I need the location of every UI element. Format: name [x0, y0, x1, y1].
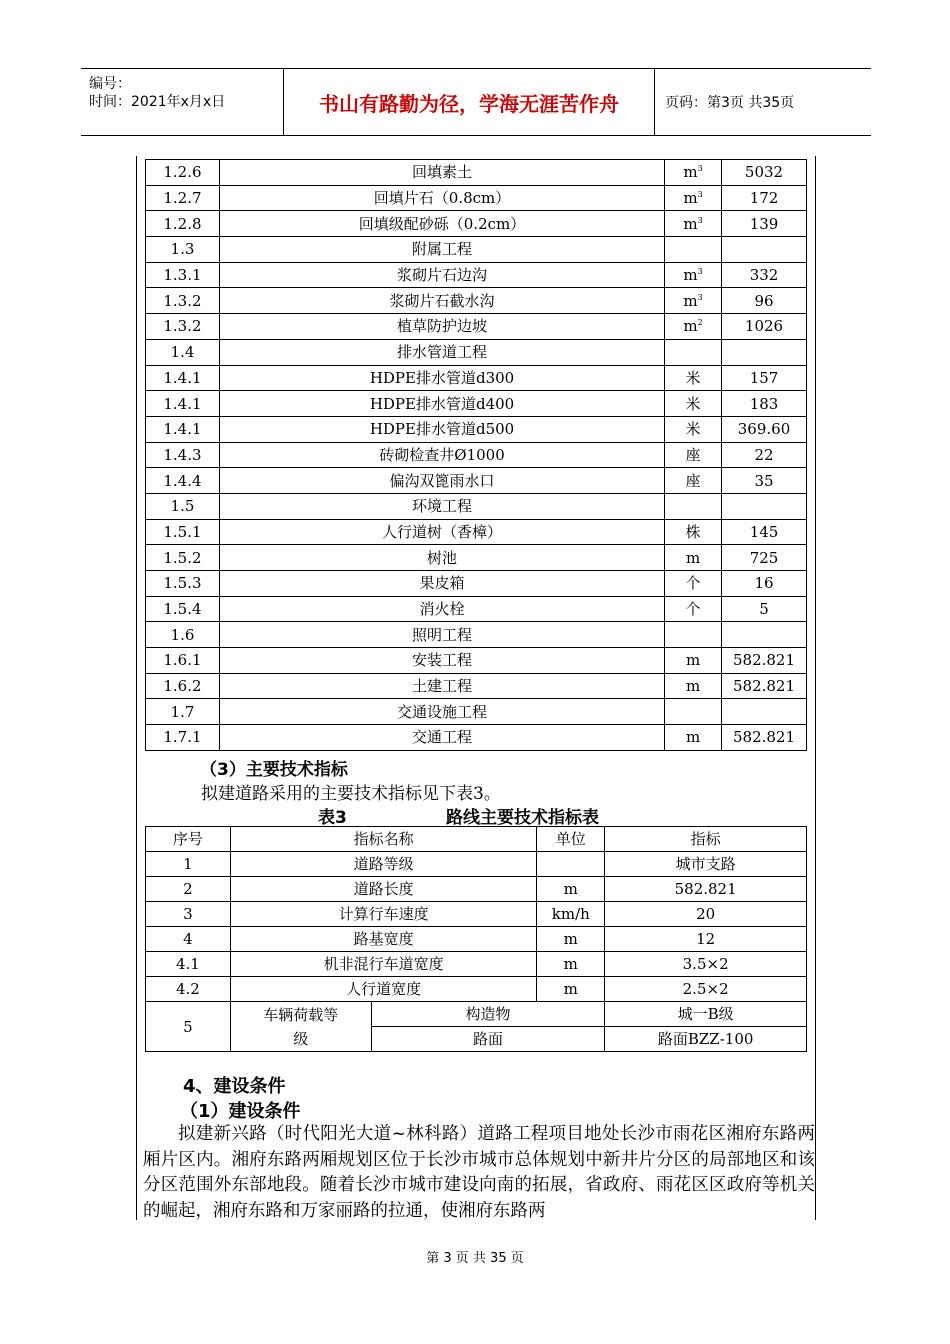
section3-heading: （3）主要技术指标 — [200, 760, 348, 780]
row-unit — [665, 442, 722, 468]
row-unit — [665, 571, 722, 597]
unit-text: m — [685, 677, 701, 696]
tech-unit: m — [537, 877, 605, 902]
load-sub1-value: 城一B级 — [605, 1002, 807, 1027]
row-unit — [665, 648, 722, 674]
quantity-row — [146, 519, 807, 545]
tech-table-row-load-1 — [146, 1002, 807, 1027]
row-qty: 183 — [722, 391, 807, 417]
row-name: 消火栓 — [219, 596, 664, 622]
row-unit — [665, 185, 722, 211]
row-unit — [665, 314, 722, 340]
tech-no: 1 — [146, 852, 231, 877]
row-unit — [665, 493, 722, 519]
row-unit — [665, 365, 722, 391]
row-unit — [665, 416, 722, 442]
row-no: 1.5.2 — [146, 545, 220, 571]
row-name: 浆砌片石截水沟 — [219, 288, 664, 314]
row-qty: 582.821 — [722, 725, 807, 751]
tech-value: 20 — [605, 902, 807, 927]
quantity-row — [146, 493, 807, 519]
load-no: 5 — [146, 1002, 231, 1052]
quantity-row — [146, 622, 807, 648]
tech-name: 人行道宽度 — [230, 977, 536, 1002]
tech-name: 机非混行车道宽度 — [230, 952, 536, 977]
tech-value: 12 — [605, 927, 807, 952]
row-unit — [665, 262, 722, 288]
section4-subheading: （1）建设条件 — [180, 1101, 301, 1122]
tech-no: 2 — [146, 877, 231, 902]
row-unit — [665, 519, 722, 545]
quantity-row — [146, 314, 807, 340]
row-no: 1.5.3 — [146, 571, 220, 597]
row-no: 1.3 — [146, 237, 220, 263]
tech-unit: m — [537, 952, 605, 977]
row-qty: 16 — [722, 571, 807, 597]
tech-table-row — [146, 927, 807, 952]
tech-value: 3.5×2 — [605, 952, 807, 977]
section4-heading: 4、建设条件 — [183, 1076, 286, 1097]
row-name: HDPE排水管道d300 — [219, 365, 664, 391]
row-qty: 157 — [722, 365, 807, 391]
row-name: HDPE排水管道d400 — [219, 391, 664, 417]
load-sub2-value: 路面BZZ-100 — [605, 1027, 807, 1052]
unit-superscript: 2 — [697, 318, 703, 328]
unit-superscript: 3 — [697, 267, 703, 277]
header-unit: 单位 — [537, 827, 605, 852]
row-no: 1.6.1 — [146, 648, 220, 674]
row-qty: 22 — [722, 442, 807, 468]
unit-superscript: 3 — [697, 190, 703, 200]
row-unit — [665, 545, 722, 571]
tech-no: 4.2 — [146, 977, 231, 1002]
unit-text: m — [685, 728, 701, 747]
row-no: 1.2.8 — [146, 211, 220, 237]
row-no: 1.7.1 — [146, 725, 220, 751]
tech-no: 4 — [146, 927, 231, 952]
row-name: 植草防护边坡 — [219, 314, 664, 340]
tech-unit: m — [537, 927, 605, 952]
section4-paragraph: 拟建新兴路（时代阳光大道~林科路）道路工程项目地处长沙市雨花区湘府东路两厢片区内。湘府东路两厢规划区位于长沙市城市总体规划中新井片分区的局部地区和该分区范围外东部地段。随着长沙市城市建设向南的拓展，省政府、雨花区区政府等机关的崛起，湘府东路和万家丽路的拉通，使湘府东路两 — [143, 1124, 815, 1221]
row-no: 1.4.1 — [146, 391, 220, 417]
tech-unit — [537, 852, 605, 877]
row-name: 浆砌片石边沟 — [219, 262, 664, 288]
tech-indicator-table — [145, 826, 807, 1052]
tech-value: 城市支路 — [605, 852, 807, 877]
header-motto: 书山有路勤为径，学海无涯苦作舟 — [284, 69, 655, 135]
row-no: 1.4.4 — [146, 468, 220, 494]
quantity-row — [146, 262, 807, 288]
unit-text: m — [685, 651, 701, 670]
row-name: 照明工程 — [219, 622, 664, 648]
unit-text: m — [683, 291, 698, 310]
row-no: 1.6 — [146, 622, 220, 648]
tech-table-row — [146, 902, 807, 927]
row-no: 1.2.6 — [146, 160, 220, 186]
row-qty: 172 — [722, 185, 807, 211]
row-name: 土建工程 — [219, 673, 664, 699]
header-name: 指标名称 — [230, 827, 536, 852]
row-unit — [665, 699, 722, 725]
row-qty — [722, 339, 807, 365]
unit-text: 座 — [685, 471, 701, 490]
tech-value: 2.5×2 — [605, 977, 807, 1002]
row-qty: 1026 — [722, 314, 807, 340]
row-no: 1.5.1 — [146, 519, 220, 545]
unit-text: m — [683, 266, 698, 285]
tech-unit: m — [537, 977, 605, 1002]
load-label: 车辆荷载等级 — [230, 1002, 371, 1052]
unit-text: m — [683, 163, 698, 182]
unit-text: m — [683, 214, 698, 233]
row-name: 回填级配砂砾（0.2cm） — [219, 211, 664, 237]
tech-name: 道路等级 — [230, 852, 536, 877]
tech-name: 路基宽度 — [230, 927, 536, 952]
tech-table-row — [146, 952, 807, 977]
row-qty: 369.60 — [722, 416, 807, 442]
row-name: 安装工程 — [219, 648, 664, 674]
row-qty: 145 — [722, 519, 807, 545]
quantity-row — [146, 545, 807, 571]
unit-text: m — [683, 317, 698, 336]
row-name: HDPE排水管道d500 — [219, 416, 664, 442]
unit-text: 座 — [685, 445, 701, 464]
row-name: 回填片石（0.8cm） — [219, 185, 664, 211]
row-qty: 582.821 — [722, 648, 807, 674]
row-name: 砖砌检查井Ø1000 — [219, 442, 664, 468]
header-meta-cell — [81, 69, 284, 135]
row-qty: 139 — [722, 211, 807, 237]
tech-no: 4.1 — [146, 952, 231, 977]
row-no: 1.2.7 — [146, 185, 220, 211]
unit-superscript: 3 — [697, 215, 703, 225]
header-no: 序号 — [146, 827, 231, 852]
row-unit — [665, 211, 722, 237]
row-name: 树池 — [219, 545, 664, 571]
header-page-label: 页码：第3页 共35页 — [665, 95, 795, 111]
time-label: 时间：2021年x月x日 — [89, 94, 226, 110]
page-footer: 第 3 页 共 35 页 — [426, 1251, 524, 1266]
table3-title: 路线主要技术指标表 — [446, 808, 599, 828]
row-unit — [665, 622, 722, 648]
row-no: 1.3.2 — [146, 314, 220, 340]
tech-table-row — [146, 977, 807, 1002]
tech-name: 计算行车速度 — [230, 902, 536, 927]
row-unit — [665, 237, 722, 263]
unit-text: 米 — [685, 394, 701, 413]
quantity-row — [146, 596, 807, 622]
row-name: 环境工程 — [219, 493, 664, 519]
tech-name: 道路长度 — [230, 877, 536, 902]
row-qty — [722, 237, 807, 263]
row-unit — [665, 339, 722, 365]
row-no: 1.6.2 — [146, 673, 220, 699]
quantity-row — [146, 468, 807, 494]
row-unit — [665, 596, 722, 622]
row-unit — [665, 160, 722, 186]
row-name: 人行道树（香樟） — [219, 519, 664, 545]
quantity-row — [146, 185, 807, 211]
row-no: 1.7 — [146, 699, 220, 725]
row-qty: 5 — [722, 596, 807, 622]
row-qty: 332 — [722, 262, 807, 288]
row-no: 1.4.3 — [146, 442, 220, 468]
load-sub1-name: 构造物 — [371, 1002, 605, 1027]
row-name: 果皮箱 — [219, 571, 664, 597]
code-label: 编号： — [89, 76, 131, 92]
unit-text: 株 — [685, 522, 701, 541]
quantity-row — [146, 339, 807, 365]
unit-text: m — [683, 189, 698, 208]
unit-superscript: 3 — [697, 292, 703, 302]
quantity-row — [146, 237, 807, 263]
quantity-row — [146, 725, 807, 751]
row-no: 1.3.1 — [146, 262, 220, 288]
load-sub2-name: 路面 — [371, 1027, 605, 1052]
row-qty: 96 — [722, 288, 807, 314]
tech-table-header-row — [146, 827, 807, 852]
quantity-row — [146, 211, 807, 237]
unit-text: 个 — [685, 574, 701, 593]
row-name: 偏沟双篦雨水口 — [219, 468, 664, 494]
row-qty — [722, 622, 807, 648]
table3-number: 表3 — [318, 808, 347, 828]
row-no: 1.4.1 — [146, 365, 220, 391]
row-unit — [665, 725, 722, 751]
row-name: 交通设施工程 — [219, 699, 664, 725]
row-no: 1.4.1 — [146, 416, 220, 442]
tech-value: 582.821 — [605, 877, 807, 902]
row-qty: 35 — [722, 468, 807, 494]
unit-superscript: 3 — [697, 164, 703, 174]
header-value: 指标 — [605, 827, 807, 852]
row-no: 1.5 — [146, 493, 220, 519]
row-qty — [722, 699, 807, 725]
quantity-row — [146, 673, 807, 699]
row-unit — [665, 468, 722, 494]
quantity-row — [146, 416, 807, 442]
row-qty: 582.821 — [722, 673, 807, 699]
row-name: 交通工程 — [219, 725, 664, 751]
tech-unit: km/h — [537, 902, 605, 927]
row-unit — [665, 288, 722, 314]
unit-text: 米 — [685, 420, 701, 439]
row-no: 1.4 — [146, 339, 220, 365]
quantity-row — [146, 442, 807, 468]
section3-intro: 拟建道路采用的主要技术指标见下表3。 — [201, 784, 501, 804]
quantity-row — [146, 391, 807, 417]
tech-table-row — [146, 852, 807, 877]
row-no: 1.3.2 — [146, 288, 220, 314]
quantity-row — [146, 571, 807, 597]
row-name: 附属工程 — [219, 237, 664, 263]
unit-text: 个 — [685, 600, 701, 619]
row-no: 1.5.4 — [146, 596, 220, 622]
tech-no: 3 — [146, 902, 231, 927]
unit-text: 米 — [685, 368, 701, 387]
row-qty: 5032 — [722, 160, 807, 186]
quantity-row — [146, 699, 807, 725]
row-qty: 725 — [722, 545, 807, 571]
row-name: 排水管道工程 — [219, 339, 664, 365]
row-name: 回填素土 — [219, 160, 664, 186]
tech-table-row — [146, 877, 807, 902]
row-unit — [665, 391, 722, 417]
quantity-row — [146, 288, 807, 314]
row-qty — [722, 493, 807, 519]
quantity-row — [146, 160, 807, 186]
row-unit — [665, 673, 722, 699]
unit-text: m — [685, 548, 701, 567]
quantity-row — [146, 648, 807, 674]
quantity-row — [146, 365, 807, 391]
quantity-table — [145, 159, 807, 751]
page-header — [81, 68, 871, 136]
